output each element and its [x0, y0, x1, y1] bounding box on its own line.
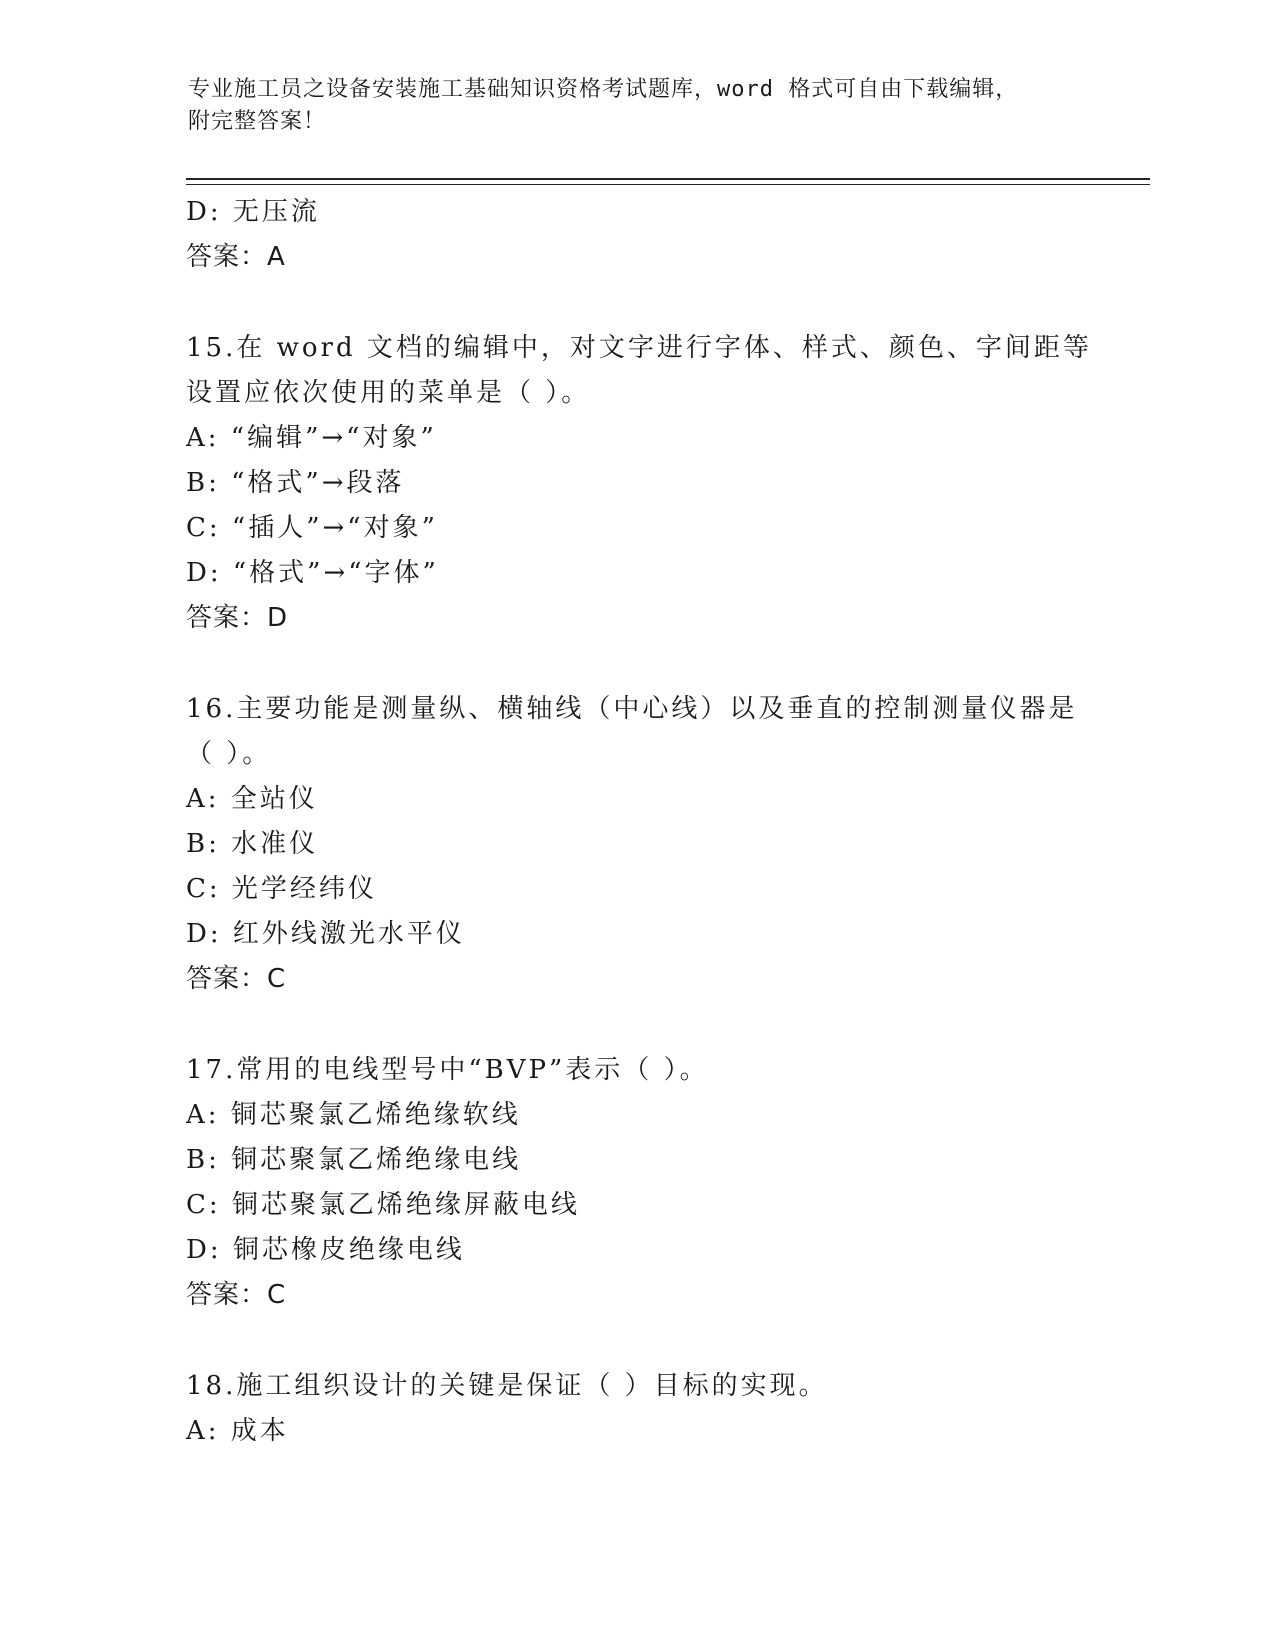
spacer — [186, 641, 1086, 687]
prev-option-d: D: 无压流 — [186, 197, 320, 227]
prev-answer: 答案：A — [186, 242, 286, 272]
spacer — [186, 1318, 1086, 1364]
question-16 — [186, 687, 1086, 1002]
option-a: A: 成本 — [186, 1416, 289, 1446]
document-header — [188, 74, 1068, 138]
header-rule-thin — [186, 184, 1150, 185]
option-d: D: “格式”→“字体” — [186, 558, 439, 588]
question-stem: 18.施工组织设计的关键是保证（ ）目标的实现。 — [186, 1371, 828, 1401]
header-rule-thick — [186, 178, 1150, 180]
option-a: A: 全站仪 — [186, 784, 318, 814]
option-c: C: “插人”→“对象” — [186, 513, 438, 543]
question-stem: 设置应依次使用的菜单是（ ）。 — [186, 378, 591, 408]
option-d: D: 铜芯橡皮绝缘电线 — [186, 1235, 465, 1265]
answer: 答案：D — [186, 603, 289, 633]
option-b: B: 水准仪 — [186, 829, 319, 859]
option-b: B: “格式”→段落 — [186, 468, 405, 498]
question-list — [186, 190, 1092, 1454]
option-c: C: 铜芯聚氯乙烯绝缘屏蔽电线 — [186, 1190, 580, 1220]
option-b: B: 铜芯聚氯乙烯绝缘电线 — [186, 1145, 522, 1175]
question-15 — [186, 326, 1092, 641]
option-c: C: 光学经纬仪 — [186, 874, 377, 904]
option-a: A: 铜芯聚氯乙烯绝缘软线 — [186, 1100, 521, 1130]
question-stem: 15.在 word 文档的编辑中，对文字进行字体、样式、颜色、字间距等 — [186, 333, 1092, 363]
question-17 — [186, 1048, 1086, 1318]
question-stem: 16.主要功能是测量纵、横轴线（中心线）以及垂直的控制测量仪器是 — [186, 694, 1078, 724]
answer: 答案：C — [186, 964, 287, 994]
header-line-1: 专业施工员之设备安装施工基础知识资格考试题库，word 格式可自由下载编辑， — [188, 77, 1019, 102]
header-line-2: 附完整答案！ — [188, 109, 327, 134]
question-18 — [186, 1364, 1086, 1454]
spacer — [186, 280, 1086, 326]
option-a: A: “编辑”→“对象” — [186, 423, 437, 453]
answer: 答案：C — [186, 1280, 287, 1310]
option-d: D: 红外线激光水平仪 — [186, 919, 465, 949]
question-stem: （ ）。 — [186, 739, 272, 769]
question-stem: 17.常用的电线型号中“BVP”表示（ ）。 — [186, 1055, 709, 1085]
spacer — [186, 1002, 1086, 1048]
